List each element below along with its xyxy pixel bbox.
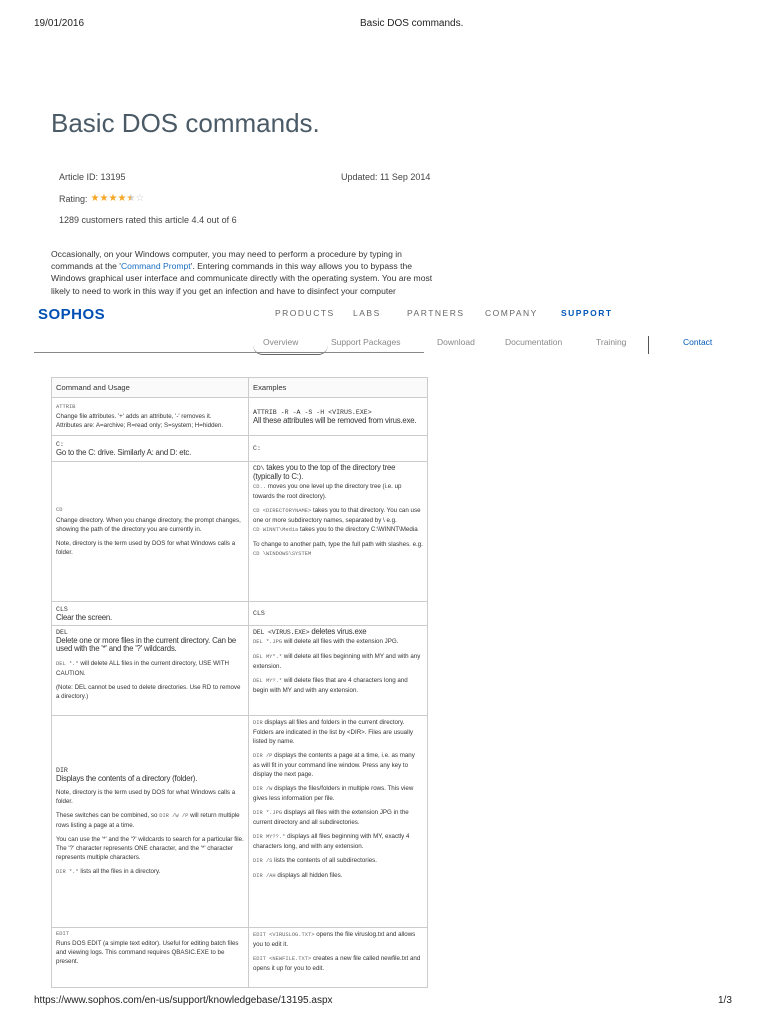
header-divider xyxy=(34,352,424,353)
example-cell xyxy=(249,602,428,626)
command-desc: Displays the contents of a directory (folder). xyxy=(56,773,198,783)
nav-labs[interactable]: LABS xyxy=(353,308,381,318)
usage-cell xyxy=(52,716,249,928)
tab-training[interactable]: Training xyxy=(596,337,627,347)
tab-overview[interactable]: Overview xyxy=(263,337,299,347)
table-row xyxy=(52,398,428,436)
example-line: DEL MY?.* will delete files that are 4 characters long and begin with MY and with any extension. xyxy=(253,677,408,695)
rating xyxy=(59,193,144,204)
table-row xyxy=(52,602,428,626)
column-header: Examples xyxy=(249,378,428,398)
article-updated: Updated: 11 Sep 2014 xyxy=(341,172,431,182)
star-icon: ★ xyxy=(90,193,100,204)
example-line: CD <DIRECTORYNAME> takes you to that directory. You can use one or more subdirectory names, separated by \ e.g. CD WINNT\Media takes you to the directory C:\WINNT\Media xyxy=(253,506,421,533)
star-icon: ★ xyxy=(117,193,127,204)
page-title: Basic DOS commands. xyxy=(51,108,320,138)
print-title: Basic DOS commands. xyxy=(360,18,464,29)
command-desc: Change directory. When you change directory, the prompt changes, showing the path of the directory you are currently in. xyxy=(56,517,241,533)
command-desc: DIR *.* lists all the files in a directory. xyxy=(56,868,161,876)
example-line: EDIT <NEWFILE.TXT> creates a new file called newfile.txt and opens it up for you to edit. xyxy=(253,955,421,972)
command-desc: Attributes are: A=archive; R=read only; S=system; H=hidden. xyxy=(56,422,224,429)
half-star-icon: ★ xyxy=(126,193,136,204)
example-line: To change to another path, type the full path with slashes. e.g. CD \WINDOWS\SYSTEM xyxy=(253,540,423,557)
column-header: Command and Usage xyxy=(52,378,249,398)
table-row xyxy=(52,436,428,462)
command-name: CD xyxy=(56,507,63,513)
rating-stars xyxy=(91,193,145,204)
example-line: DIR /S lists the contents of all subdirectories. xyxy=(253,857,377,864)
command-name: DIR xyxy=(56,766,68,774)
nav-partners[interactable]: PARTNERS xyxy=(407,308,465,318)
example-cell xyxy=(249,928,428,988)
example-cell xyxy=(249,716,428,928)
site-header xyxy=(34,300,734,372)
example-line: DIR /W displays the files/folders in multiple rows. This view gives less information per file. xyxy=(253,785,414,802)
table-header-row xyxy=(52,378,428,398)
example-cell xyxy=(249,436,428,462)
example-cell xyxy=(249,626,428,716)
rating-label: Rating: xyxy=(59,193,88,204)
table-row xyxy=(52,462,428,602)
usage-cell xyxy=(52,462,249,602)
command-desc: These switches can be combined, so DIR /W /P will return multiple rows listing a page at a time. xyxy=(56,812,240,830)
command-prompt-link[interactable]: Command Prompt xyxy=(120,261,191,272)
example-cell xyxy=(249,398,428,436)
article-id: Article ID: 13195 xyxy=(59,172,126,182)
usage-cell xyxy=(52,602,249,626)
command-desc: Note, directory is the term used by DOS for what Windows calls a folder. xyxy=(56,789,236,806)
example-line: DIR MY??.* displays all files beginning with MY, exactly 4 characters long, and with any extension. xyxy=(253,833,410,850)
intro-text-2: '. Entering commands in this way allows you to bypass the Windows graphical user interface and communicate directly with the operating system. You are most likely to need to work in this way if you get an infection and have to disinfect your computer xyxy=(51,261,433,296)
tab-documentation[interactable]: Documentation xyxy=(505,337,563,347)
tab-contact[interactable]: Contact xyxy=(683,337,713,347)
example-code: C: xyxy=(253,445,261,452)
tab-support-packages[interactable]: Support Packages xyxy=(331,337,401,347)
example-line: CD\ takes you to the top of the directory tree (typically to C:). xyxy=(253,463,396,482)
command-name: ATTRIB xyxy=(56,404,76,410)
table-row xyxy=(52,928,428,988)
command-name: CLS xyxy=(56,605,68,613)
command-desc: DEL *.* will delete ALL files in the current directory, USE WITH CAUTION. xyxy=(56,659,229,677)
sophos-logo[interactable]: SOPHOS xyxy=(38,306,106,323)
usage-cell xyxy=(52,928,249,988)
example-line: EDIT <VIRUSLOG.TXT> opens the file viruslog.txt and allows you to edit it. xyxy=(253,931,416,948)
command-desc: Runs DOS EDIT (a simple text editor). Useful for editing batch files and viewing logs. This command requires QBASIC.EXE to be present. xyxy=(56,940,239,965)
command-desc: You can use the '*' and the '?' wildcards to search for a particular file. The '?' character represents ONE character, and the '*' character represents multiple characters. xyxy=(56,836,244,862)
example-code: CLS xyxy=(253,610,265,617)
usage-cell xyxy=(52,626,249,716)
command-desc: Delete one or more files in the current directory. Can be used with the '*' and the '?' wildcards. xyxy=(56,636,237,654)
print-url: https://www.sophos.com/en-us/support/knowledgebase/13195.aspx xyxy=(34,995,333,1006)
example-line: DEL <VIRUS.EXE> deletes virus.exe xyxy=(253,627,367,636)
table-row xyxy=(52,716,428,928)
example-line: CD.. moves you one level up the directory tree (i.e. up towards the root directory). xyxy=(253,482,402,500)
tab-download[interactable]: Download xyxy=(437,337,475,347)
example-line: DIR *.JPG displays all files with the extension JPG in the current directory and all subdirectories. xyxy=(253,809,409,826)
nav-support[interactable]: SUPPORT xyxy=(561,308,613,318)
print-page-number: 1/3 xyxy=(718,995,732,1006)
usage-cell xyxy=(52,398,249,436)
example-code: ATTRIB -R -A -S -H <VIRUS.EXE> xyxy=(253,408,372,416)
intro-paragraph xyxy=(51,248,436,297)
command-name: EDIT xyxy=(56,931,69,937)
example-line: DIR /P displays the contents a page at a time, i.e. as many as will fit in your command line window. Press any key to display the next page. xyxy=(253,752,415,778)
empty-star-icon: ☆ xyxy=(135,193,145,204)
star-icon: ★ xyxy=(108,193,118,204)
command-desc: Go to the C: drive. Similarly A: and D: etc. xyxy=(56,447,192,457)
example-line: DIR displays all files and folders in the current directory. Folders are indicated in the list by <DIR>. Files are usually listed by name. xyxy=(253,719,413,745)
star-icon: ★ xyxy=(99,193,109,204)
rating-summary: 1289 customers rated this article 4.4 out of 6 xyxy=(59,215,237,225)
table-row xyxy=(52,626,428,716)
command-desc: (Note: DEL cannot be used to delete directories. Use RD to remove a directory.) xyxy=(56,683,241,700)
print-date: 19/01/2016 xyxy=(34,18,85,29)
example-cell xyxy=(249,462,428,602)
command-name: DEL xyxy=(56,629,68,636)
usage-cell xyxy=(52,436,249,462)
command-name: C: xyxy=(56,440,64,448)
nav-products[interactable]: PRODUCTS xyxy=(275,308,335,318)
example-line: DIR /AH displays all hidden files. xyxy=(253,872,343,879)
command-desc: Clear the screen. xyxy=(56,612,112,622)
intro-text-1: Occasionally, on your Windows computer, you may need to perform a procedure by typing in commands at the ' xyxy=(51,249,402,272)
command-desc: Note, directory is the term used by DOS for what Windows calls a folder. xyxy=(56,540,236,556)
command-desc: Change file attributes. '+' adds an attribute, '-' removes it. xyxy=(56,413,212,420)
commands-table xyxy=(51,377,428,988)
example-text: All these attributes will be removed from virus.exe. xyxy=(253,415,417,425)
example-line: DEL MY*.* will delete all files beginning with MY and with any extension. xyxy=(253,653,421,671)
example-line: DEL *.JPG will delete all files with the extension JPG. xyxy=(253,638,399,646)
nav-company[interactable]: COMPANY xyxy=(485,308,538,318)
